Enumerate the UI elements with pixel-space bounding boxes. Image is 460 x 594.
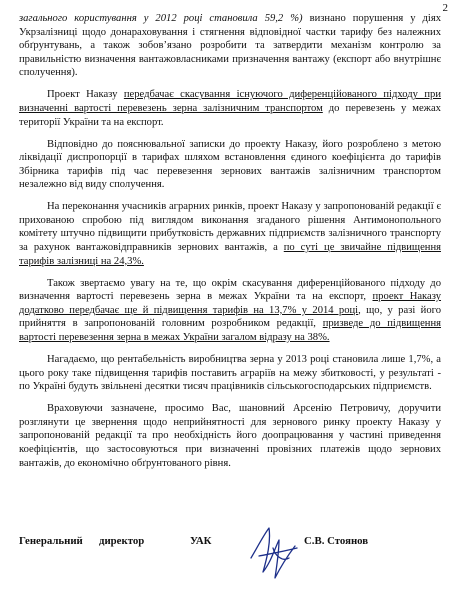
paragraph-3-segment-1: по суті це звичайне підвищення тарифів залізниці на 24,3%. — [19, 242, 441, 267]
signature-position-word1: Генеральний — [19, 535, 83, 547]
paragraph-6-segment-0: Враховуючи зазначене, просимо Вас, шановний Арсенію Петровичу, доручити розглянути це звернення щодо неприйнятності для зернового ринку проекту Наказу у запропонованій редакції та про необхідність його доопрацювання у частині приведення коефіцієнтів, що застосовуються при визначенні провізних платежів щодо зернових вантажів, до економічно обґрунтованого рівня. — [19, 403, 441, 469]
paragraph-3-segment-0: На переконання учасників аграрних ринків, проект Наказу у запропонованій редакції є прихованою спробою під виглядом виконання згаданого рішення Антимонопольного комітету штучно підвищити прибутковість державних підприємств залізничного транспорту за рахунок вантажовідправників зернових вантажів, а — [19, 201, 441, 254]
paragraph-3 — [19, 200, 441, 268]
paragraph-0-segment-0: загального користування у 2012 році становила 59,2 %) — [19, 13, 303, 24]
paragraph-4-segment-2: , що, у разі його прийняття в запропонованій головним розробником редакції, — [19, 304, 441, 330]
paragraph-1-segment-1: передбачає скасування існуючого диференційованого підходу при визначенні вартості перевезень зерна залізничним транспортом — [19, 89, 442, 114]
signature-name: С.В. Стоянов — [304, 535, 369, 547]
paragraph-4 — [19, 277, 441, 345]
page-number: 2 — [442, 2, 448, 14]
paragraph-4-segment-3: призведе до підвищення вартості перевезення зерна в межах України загалом відразу на 38%. — [19, 318, 441, 344]
signature-block — [19, 535, 449, 565]
paragraph-2-segment-0: Відповідно до пояснювальної записки до проекту Наказу, його розроблено з метою ліквідації диспропорції в тарифах шляхом встановлення єдиного коефіцієнта до тарифів Збірника тарифів під час перевезення зернових вантажів залізничним транспортом незалежно від виду сполучення. — [19, 138, 441, 191]
paragraph-5-segment-0: Нагадаємо, що рентабельність виробництва зерна у 2013 році становила лише 1,7%, а цього року таке підвищення тарифів поставить аграріїв на межу збитковості, у результаті - по Україні будуть звільнені десятки тисяч працівників сільськогосподарських підприємств. — [19, 354, 441, 393]
paragraph-4-segment-1: проект Наказу додатково передбачає ще й підвищення тарифів на 13,7% у 2014 році — [19, 291, 442, 316]
signature-organization: УАК — [190, 535, 212, 547]
paragraph-0 — [19, 12, 441, 80]
paragraph-1-segment-2: до перевезень у межах території України та на експорт. — [19, 102, 441, 128]
letter-body — [19, 12, 441, 479]
signature-position-word2: директор — [99, 535, 145, 547]
paragraph-6 — [19, 402, 441, 470]
paragraph-5 — [19, 353, 441, 394]
paragraph-1 — [19, 88, 441, 129]
paragraph-1-segment-0: Проект Наказу — [47, 89, 124, 101]
paragraph-2 — [19, 138, 441, 192]
paragraph-4-segment-0: Також звертаємо увагу на те, що окрім скасування диференційованого підходу до визначення вартості перевезень зерна в межах України та на експорт, — [19, 277, 441, 303]
paragraph-0-segment-1: визнано порушення у діях Укрзалізниці щодо донараховування і стягнення відповідної частки тарифу без належних обґрунтувань, а також зобов’язано розробити та затвердити механізм контролю за правильністю визначення вантажовласниками призначення вантажу (експорт або внутрішнє сполучення). — [19, 13, 442, 79]
